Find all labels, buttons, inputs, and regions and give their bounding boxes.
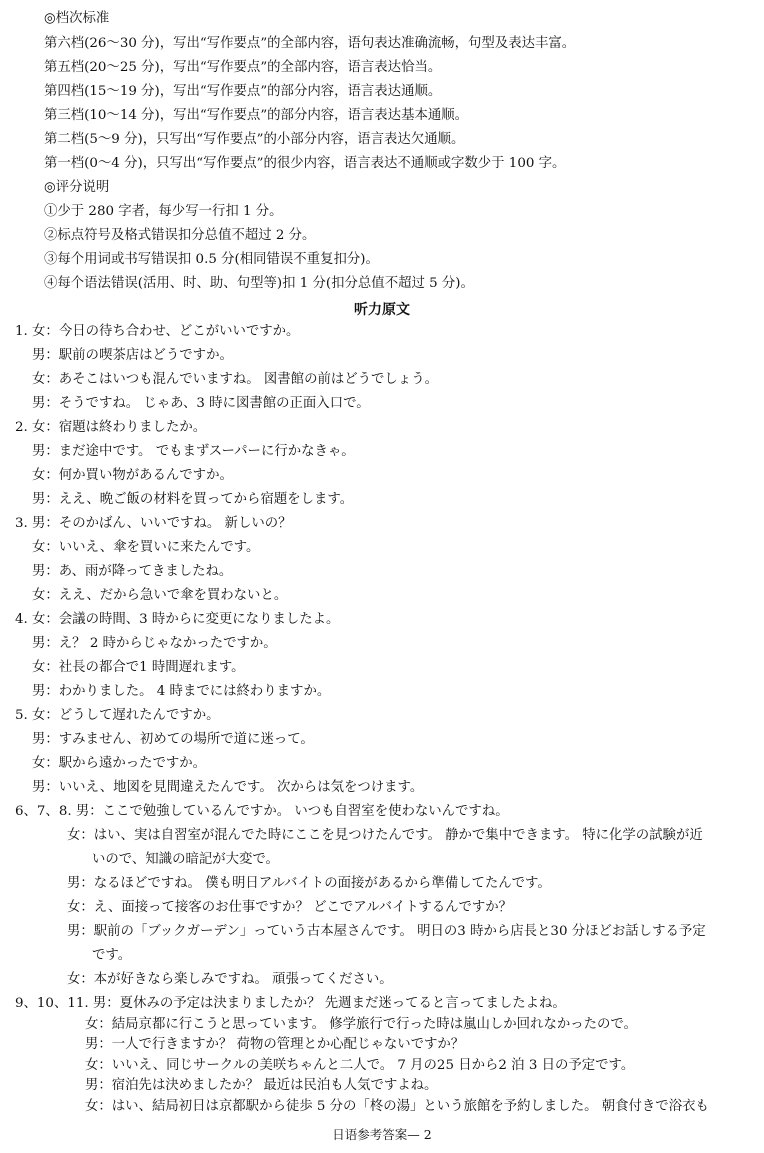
transcript-title: 听力原文 — [354, 302, 410, 318]
transcript-line: 女：あそこはいつも混んでいますね。 図書館の前はどうでしょう。 — [32, 372, 438, 387]
grading-level: 第六档(26～30 分)，写出“写作要点”的全部内容，语句表达准确流畅，句型及表达丰富。 — [44, 36, 576, 51]
transcript-line: いので、知識の暗記が大変で。 — [92, 852, 279, 867]
notes-heading: ◎评分说明 — [44, 180, 110, 195]
transcript-line: 女：何か買い物があるんですか。 — [32, 468, 233, 483]
transcript-line: 9、10、11. 男：夏休みの予定は決まりましたか？ 先週まだ迷ってると言ってましたよね。 — [15, 996, 566, 1011]
transcript-line: 男：ええ、晩ご飯の材料を買ってから宿題をします。 — [32, 492, 354, 507]
transcript-line: 男：いいえ、地図を見間違えたんです。 次からは気をつけます。 — [32, 780, 424, 795]
transcript-line: 男：わかりました。 4 時までには終わりますか。 — [32, 684, 331, 699]
transcript-line: 女：駅から遠かったですか。 — [32, 756, 207, 771]
transcript-line: 男：駅前の「ブックガーデン」っていう古本屋さんです。 明日の3 時から店長と30 分ほどお話しする予定 — [67, 924, 706, 939]
transcript-line: 2. 女：宿題は終わりましたか。 — [15, 420, 207, 435]
grading-level: 第三档(10～14 分)，写出“写作要点”的部分内容，语言表达基本通顺。 — [44, 108, 469, 123]
grading-level: 第五档(20～25 分)，写出“写作要点”的全部内容，语言表达恰当。 — [44, 60, 442, 75]
grading-level: 第四档(15～19 分)，写出“写作要点”的部分内容，语言表达通顺。 — [44, 84, 442, 99]
transcript-line: 男：そうですね。 じゃあ、3 時に図書館の正面入口で。 — [32, 396, 370, 411]
transcript-line: 女：はい、実は自習室が混んでた時にここを見つけたんです。 静かで集中できます。 特に化学の試験が近 — [67, 828, 703, 843]
transcript-line: 男：一人で行きますか？ 荷物の管理とか心配じゃないですか？ — [85, 1037, 465, 1052]
grading-heading: ◎档次标准 — [44, 11, 110, 26]
transcript-line: 6、7、8. 男：ここで勉強しているんですか。 いつも自習室を使わないんですね。 — [15, 804, 509, 819]
transcript-line: 女：ええ、だから急いで傘を買わないと。 — [32, 588, 288, 603]
transcript-line: 男：え？ 2 時からじゃなかったですか。 — [32, 636, 277, 651]
grading-note: ④每个语法错误(活用、时、助、句型等)扣 1 分(扣分总值不超过 5 分)。 — [44, 276, 474, 291]
transcript-line: 女：本が好きなら楽しみですね。 頑張ってください。 — [67, 972, 393, 987]
grading-note: ③每个用词或书写错误扣 0.5 分(相同错误不重复扣分)。 — [44, 252, 379, 267]
transcript-line: 男：まだ途中です。 でもまずスーパーに行かなきゃ。 — [32, 444, 355, 459]
page-footer: 日语参考答案— 2 — [332, 1127, 432, 1142]
grading-level: 第二档(5～9 分)，只写出“写作要点”的小部分内容，语言表达欠通顺。 — [44, 132, 465, 147]
transcript-line: 女：いいえ、同じサークルの美咲ちゃんと二人で。 7 月の25 日から2 泊 3 日の予定です。 — [85, 1057, 635, 1073]
transcript-line: 3. 男：そのかばん、いいですね。 新しいの？ — [15, 516, 292, 531]
transcript-line: 男：なるほどですね。 僕も明日アルバイトの面接があるから準備してたんです。 — [67, 876, 551, 891]
transcript-line: 男：駅前の喫茶店はどうですか。 — [32, 348, 233, 363]
transcript-line: 男：すみません、初めての場所で道に迷って。 — [32, 732, 314, 747]
grading-note: ②标点符号及格式错误扣分总值不超过 2 分。 — [44, 228, 316, 243]
grading-note: ①少于 280 字者，每少写一行扣 1 分。 — [44, 204, 283, 219]
transcript-line: 4. 女：会議の時間、3 時からに変更になりましたよ。 — [15, 612, 340, 627]
transcript-line: 男：あ、雨が降ってきましたね。 — [32, 564, 233, 579]
transcript-line: 女：いいえ、傘を買いに来たんです。 — [32, 540, 260, 555]
transcript-line: 女：社長の都合で1 時間遅れます。 — [32, 660, 245, 675]
transcript-line: 1. 女：今日の待ち合わせ、どこがいいですか。 — [15, 324, 300, 339]
transcript-line: 女：え、面接って接客のお仕事ですか？ どこでアルバイトするんですか？ — [67, 900, 513, 915]
transcript-line: 男：宿泊先は決めましたか？ 最近は民泊も人気ですよね。 — [85, 1078, 438, 1093]
grading-level: 第一档(0～4 分)，只写出“写作要点”的很少内容，语言表达不通顺或字数少于 100 字。 — [44, 156, 566, 171]
transcript-line: 女：はい、結局初日は京都駅から徒歩 5 分の「柊の湯」という旅館を予約しました。 朝食付きで浴衣も — [85, 1098, 709, 1114]
transcript-line: 5. 女：どうして遅れたんですか。 — [15, 708, 220, 723]
transcript-line: 女：結局京都に行こうと思っています。 修学旅行で行った時は嵐山しか回れなかったので。 — [85, 1016, 637, 1032]
transcript-line: です。 — [92, 948, 132, 963]
